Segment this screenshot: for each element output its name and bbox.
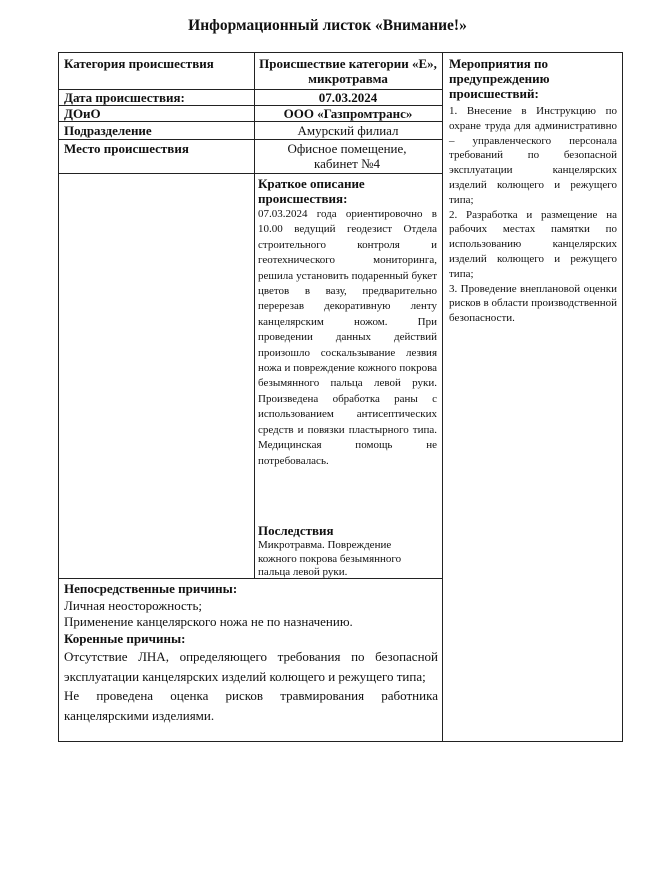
consequences-heading: Последствия [258,523,334,538]
category-label: Категория происшествия [64,56,214,71]
measure-item: 1. Внесение в Инструкцию по охране труда для административно – управленческого персонала требований по безопасной эксплуатации канцелярских изделий колющего и режущего типа; [449,105,617,206]
measures-heading: Мероприятия по предупреждению происшествий: [449,56,550,101]
direct-cause-item: Личная неосторожность; [64,597,203,613]
location-value: Офисное помещение, кабинет №4 [287,141,407,171]
root-cause-item: Не проведена оценка рисков травмирования работника канцелярскими изделиями. [64,688,438,723]
measures-list [449,104,617,326]
direct-cause-item: Применение канцелярского ножа не по назначению. [64,614,353,629]
category-value: Происшествие категории «Е», микротравма [259,56,437,86]
org-value: ООО «Газпромтранс» [283,106,413,121]
page-title: Информационный листок «Внимание!» [188,17,467,34]
root-cause-item: Отсутствие ЛНА, определяющего требования по безопасной эксплуатации канцелярских изделий колющего и режущего типа; [64,649,438,684]
location-label: Место происшествия [64,141,189,156]
org-label: ДОиО [64,106,101,121]
direct-causes-heading: Непосредственные причины: [64,581,238,596]
divider-row-location [58,173,443,174]
consequences-text: Микротравма. Повреждение кожного покрова безымянного пальца левой руки. [258,539,402,578]
date-value: 07.03.2024 [318,90,378,105]
root-causes-heading: Коренные причины: [64,630,186,646]
divider-row-division [58,139,443,140]
measure-item: 2. Разработка и размещение на рабочих местах памятки по использованию канцелярских изделий колющего и режущего типа; [449,208,617,280]
divider-col2 [442,52,443,742]
measure-item: 3. Проведение внеплановой оценки рисков в области производственной безопасности. [449,282,617,325]
division-label: Подразделение [64,123,152,138]
division-value: Амурский филиал [297,123,399,138]
description-heading: Краткое описание происшествия: [258,176,365,206]
date-label: Дата происшествия: [64,90,185,105]
divider-row-org [58,121,443,122]
causes-section [64,581,438,726]
description-text: 07.03.2024 года ориентировочно в 10.00 ведущий геодезист Отдела строительного контроля и геотехнического мониторинга, решила установить подаренный букет цветов в вазу, предварительно перерезав декоративную ленту канцелярским ножом. При проведении данных действий произошло соскальзывание лезвия ножа и повреждение кожного покрова безымянного пальца левой руки. Произведена обработка раны с использованием антисептических средств и повязки пластырного типа. Медицинская помощь не потребовалась. [258,208,437,467]
divider-col1 [254,52,255,578]
